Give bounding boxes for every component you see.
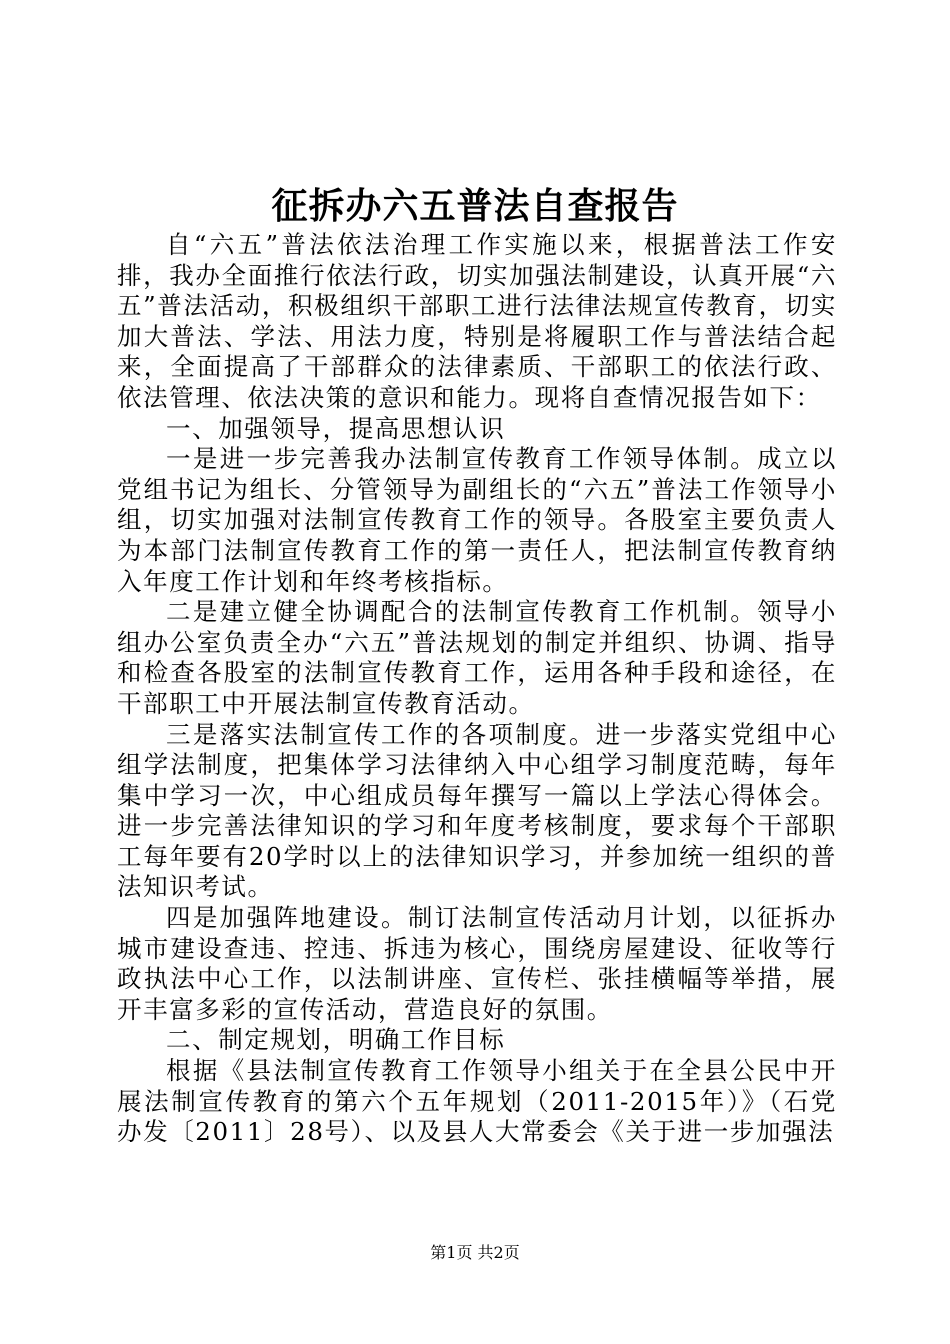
document-title: 征拆办六五普法自查报告	[271, 185, 679, 227]
section-heading-1: 一、加强领导，提高思想认识	[166, 413, 506, 443]
paragraph-planning: 根据《县法制宣传教育工作领导小组关于在全县公民中开展法制宣传教育的第六个五年规划（2011-2015年）》（石党办发〔2011〕28号）、以及县人大常委会《关于进一步加强法	[117, 1056, 837, 1147]
page-footer: 第1页 共2页	[430, 1243, 520, 1262]
document-body	[117, 230, 837, 1148]
section-heading-2: 二、制定规划，明确工作目标	[166, 1025, 506, 1055]
intro-paragraph: 自“六五”普法依法治理工作实施以来，根据普法工作安排，我办全面推行依法行政，切实加强法制建设，认真开展“六五”普法活动，积极组织干部职工进行法律法规宣传教育，切实加大普法、学法、用法力度，特别是将履职工作与普法结合起来，全面提高了干部群众的法律素质、干部职工的依法行政、依法管理、依法决策的意识和能力。现将自查情况报告如下：	[117, 230, 837, 412]
paragraph-coordination-mechanism: 二是建立健全协调配合的法制宣传教育工作机制。领导小组办公室负责全办“六五”普法规划的制定并组织、协调、指导和检查各股室的法制宣传教育工作，运用各种手段和途径，在干部职工中开展法制宣传教育活动。	[117, 597, 837, 718]
paragraph-systems: 三是落实法制宣传工作的各项制度。进一步落实党组中心组学法制度，把集体学习法律纳入中心组学习制度范畴，每年集中学习一次，中心组成员每年撰写一篇以上学法心得体会。进一步完善法律知识的学习和年度考核制度，要求每个干部职工每年要有20学时以上的法律知识学习，并参加统一组织的普法知识考试。	[117, 719, 837, 902]
paragraph-leadership-system: 一是进一步完善我办法制宣传教育工作领导体制。成立以党组书记为组长、分管领导为副组长的“六五”普法工作领导小组，切实加强对法制宣传教育工作的领导。各股室主要负责人为本部门法制宣传教育工作的第一责任人，把法制宣传教育纳入年度工作计划和年终考核指标。	[117, 444, 837, 596]
paragraph-positions: 四是加强阵地建设。制订法制宣传活动月计划，以征拆办城市建设查违、控违、拆违为核心，围绕房屋建设、征收等行政执法中心工作，以法制讲座、宣传栏、张挂横幅等举措，展开丰富多彩的宣传活动，营造良好的氛围。	[117, 903, 837, 1024]
